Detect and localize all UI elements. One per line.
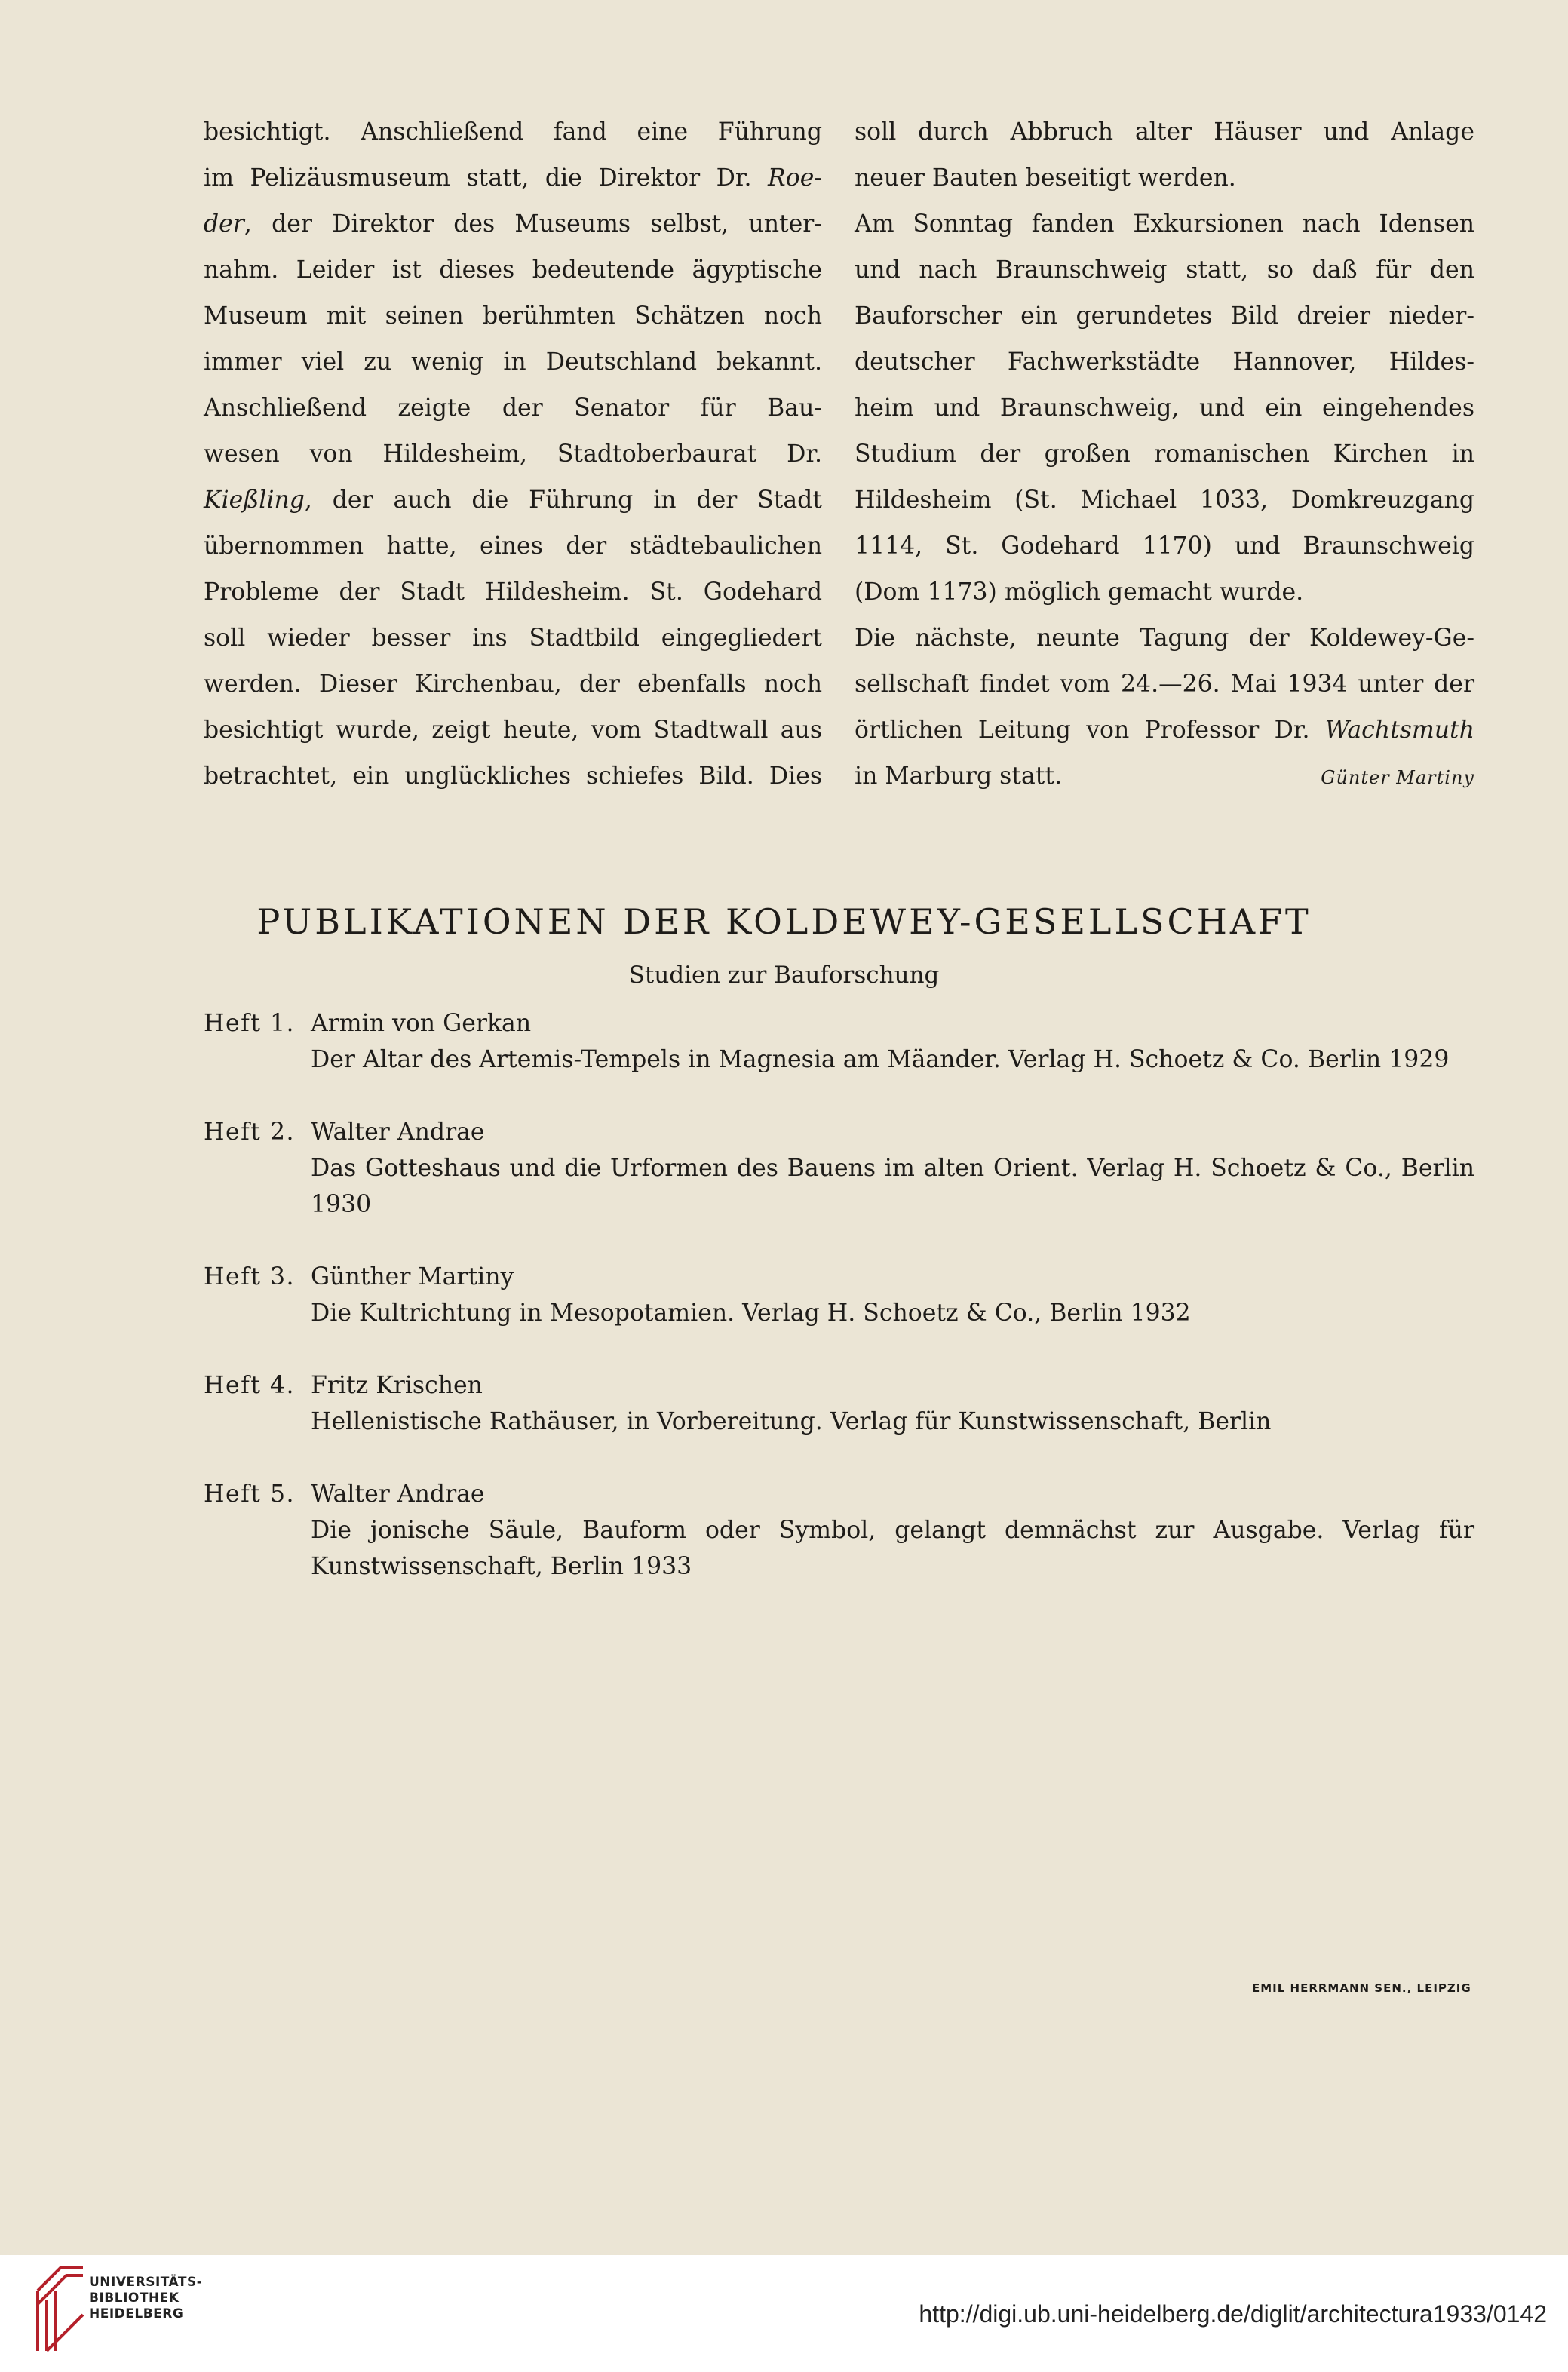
text-line: Studium der großen romanischen Kirchen in <box>855 440 1474 468</box>
publication-number: Heft 3. <box>204 1263 295 1290</box>
library-name-line: BIBLIOTHEK <box>89 2291 180 2306</box>
text-line: örtlichen Leitung von Professor Dr. Wachtsmuth <box>855 717 1474 744</box>
publication-number: Heft 5. <box>204 1481 295 1508</box>
text-line: besichtigt wurde, zeigt heute, vom Stadtwall aus <box>204 717 822 744</box>
text-line: werden. Dieser Kirchenbau, der ebenfalls noch <box>204 670 822 698</box>
text-line: Am Sonntag fanden Exkursionen nach Idensen <box>855 210 1474 238</box>
publication-number: Heft 4. <box>204 1372 295 1399</box>
publication-title: Die Kultrichtung in Mesopotamien. Verlag H. Schoetz & Co., Berlin 1932 <box>311 1300 1191 1327</box>
text-line: betrachtet, ein unglückliches schiefes Bild. Dies <box>204 763 822 790</box>
author-signature: Günter Martiny <box>1321 767 1474 788</box>
publications-heading: PUBLIKATIONEN DER KOLDEWEY-GESELLSCHAFT <box>256 901 1312 942</box>
publication-entry <box>204 1114 1474 1223</box>
printer-imprint: EMIL HERRMANN SEN., LEIPZIG <box>1252 1981 1471 1995</box>
text-line: heim und Braunschweig, und ein eingehendes <box>855 394 1474 422</box>
text-line-content: im Pelizäusmuseum statt, die Direktor Dr. Roe- <box>204 164 822 192</box>
library-name-line: UNIVERSITÄTS- <box>89 2275 203 2290</box>
text-line: soll wieder besser ins Stadtbild eingegliedert <box>204 624 822 652</box>
library-name-line: HEIDELBERG <box>89 2306 184 2321</box>
right-text-column <box>855 109 1474 799</box>
text-line: soll durch Abbruch alter Häuser und Anlage <box>855 118 1474 146</box>
closing-line <box>855 753 1474 799</box>
publication-entry <box>204 1005 1474 1078</box>
text-line: neuer Bauten beseitigt werden. <box>855 164 1236 192</box>
text-line <box>204 155 822 201</box>
publications-subheading: Studien zur Bauforschung <box>628 962 940 989</box>
publication-head <box>204 1259 1474 1295</box>
text-line: deutscher Fachwerkstädte Hannover, Hildes- <box>855 348 1474 376</box>
publication-number: Heft 2. <box>204 1118 295 1146</box>
publication-entry <box>204 1476 1474 1585</box>
text-line: (Dom 1173) möglich gemacht wurde. <box>855 578 1304 606</box>
publication-title: Hellenistische Rathäuser, in Vorbereitung. Verlag für Kunstwissenschaft, Berlin <box>311 1408 1272 1435</box>
text-line: Anschließend zeigte der Senator für Bau- <box>204 394 822 422</box>
text-line: der, der Direktor des Museums selbst, unter- <box>204 210 822 238</box>
text-line: und nach Braunschweig statt, so daß für den <box>855 256 1474 284</box>
publication-number: Heft 1. <box>204 1010 295 1037</box>
text-line: 1114, St. Godehard 1170) und Braunschweig <box>855 532 1474 560</box>
publication-author: Günther Martiny <box>311 1263 514 1290</box>
text-line: Bauforscher ein gerundetes Bild dreier nieder- <box>855 302 1474 330</box>
library-name <box>89 2275 202 2322</box>
publication-title: Das Gotteshaus und die Urformen des Bauens im alten Orient. Verlag H. Schoetz & Co., Berlin 1930 <box>311 1155 1474 1218</box>
text-line: Kießling, der auch die Führung in der Stadt <box>204 486 822 514</box>
publication-author: Walter Andrae <box>311 1118 485 1146</box>
text-line: Hildesheim (St. Michael 1033, Domkreuzgang <box>855 486 1474 514</box>
library-logo-icon <box>30 2260 97 2357</box>
text-line: immer viel zu wenig in Deutschland bekannt. <box>204 348 822 376</box>
left-text-column <box>204 109 822 799</box>
text-line: nahm. Leider ist dieses bedeutende ägyptische <box>204 256 822 284</box>
text-line: Probleme der Stadt Hildesheim. St. Godehard <box>204 578 822 606</box>
publication-head <box>204 1114 1474 1150</box>
text-line: Die nächste, neunte Tagung der Koldewey-Ge- <box>855 624 1474 652</box>
text-line: besichtigt. Anschließend fand eine Führung <box>204 118 822 146</box>
publication-title: Der Altar des Artemis-Tempels in Magnesia am Mäander. Verlag H. Schoetz & Co. Berlin 1929 <box>311 1046 1450 1073</box>
publication-head <box>204 1367 1474 1404</box>
publication-author: Fritz Krischen <box>311 1372 483 1399</box>
publication-head <box>204 1005 1474 1042</box>
source-url-link[interactable]: http://digi.ub.uni-heidelberg.de/diglit/architectura1933/0142 <box>919 2300 1547 2328</box>
publication-author: Walter Andrae <box>311 1481 485 1508</box>
text-line: in Marburg statt. <box>855 763 1063 790</box>
publications-list <box>204 1005 1474 1621</box>
publication-author: Armin von Gerkan <box>311 1010 532 1037</box>
publication-entry <box>204 1367 1474 1440</box>
text-line: sellschaft findet vom 24.—26. Mai 1934 unter der <box>855 670 1474 698</box>
publication-title: Die jonische Säule, Bauform oder Symbol, gelangt demnächst zur Ausgabe. Verlag für Kunstwissenschaft, Berlin 1933 <box>311 1517 1474 1580</box>
text-line: übernommen hatte, eines der städtebaulichen <box>204 532 822 560</box>
text-line: wesen von Hildesheim, Stadtoberbaurat Dr. <box>204 440 822 468</box>
publication-entry <box>204 1259 1474 1331</box>
text-line: Museum mit seinen berühmten Schätzen noch <box>204 302 822 330</box>
publication-head <box>204 1476 1474 1512</box>
